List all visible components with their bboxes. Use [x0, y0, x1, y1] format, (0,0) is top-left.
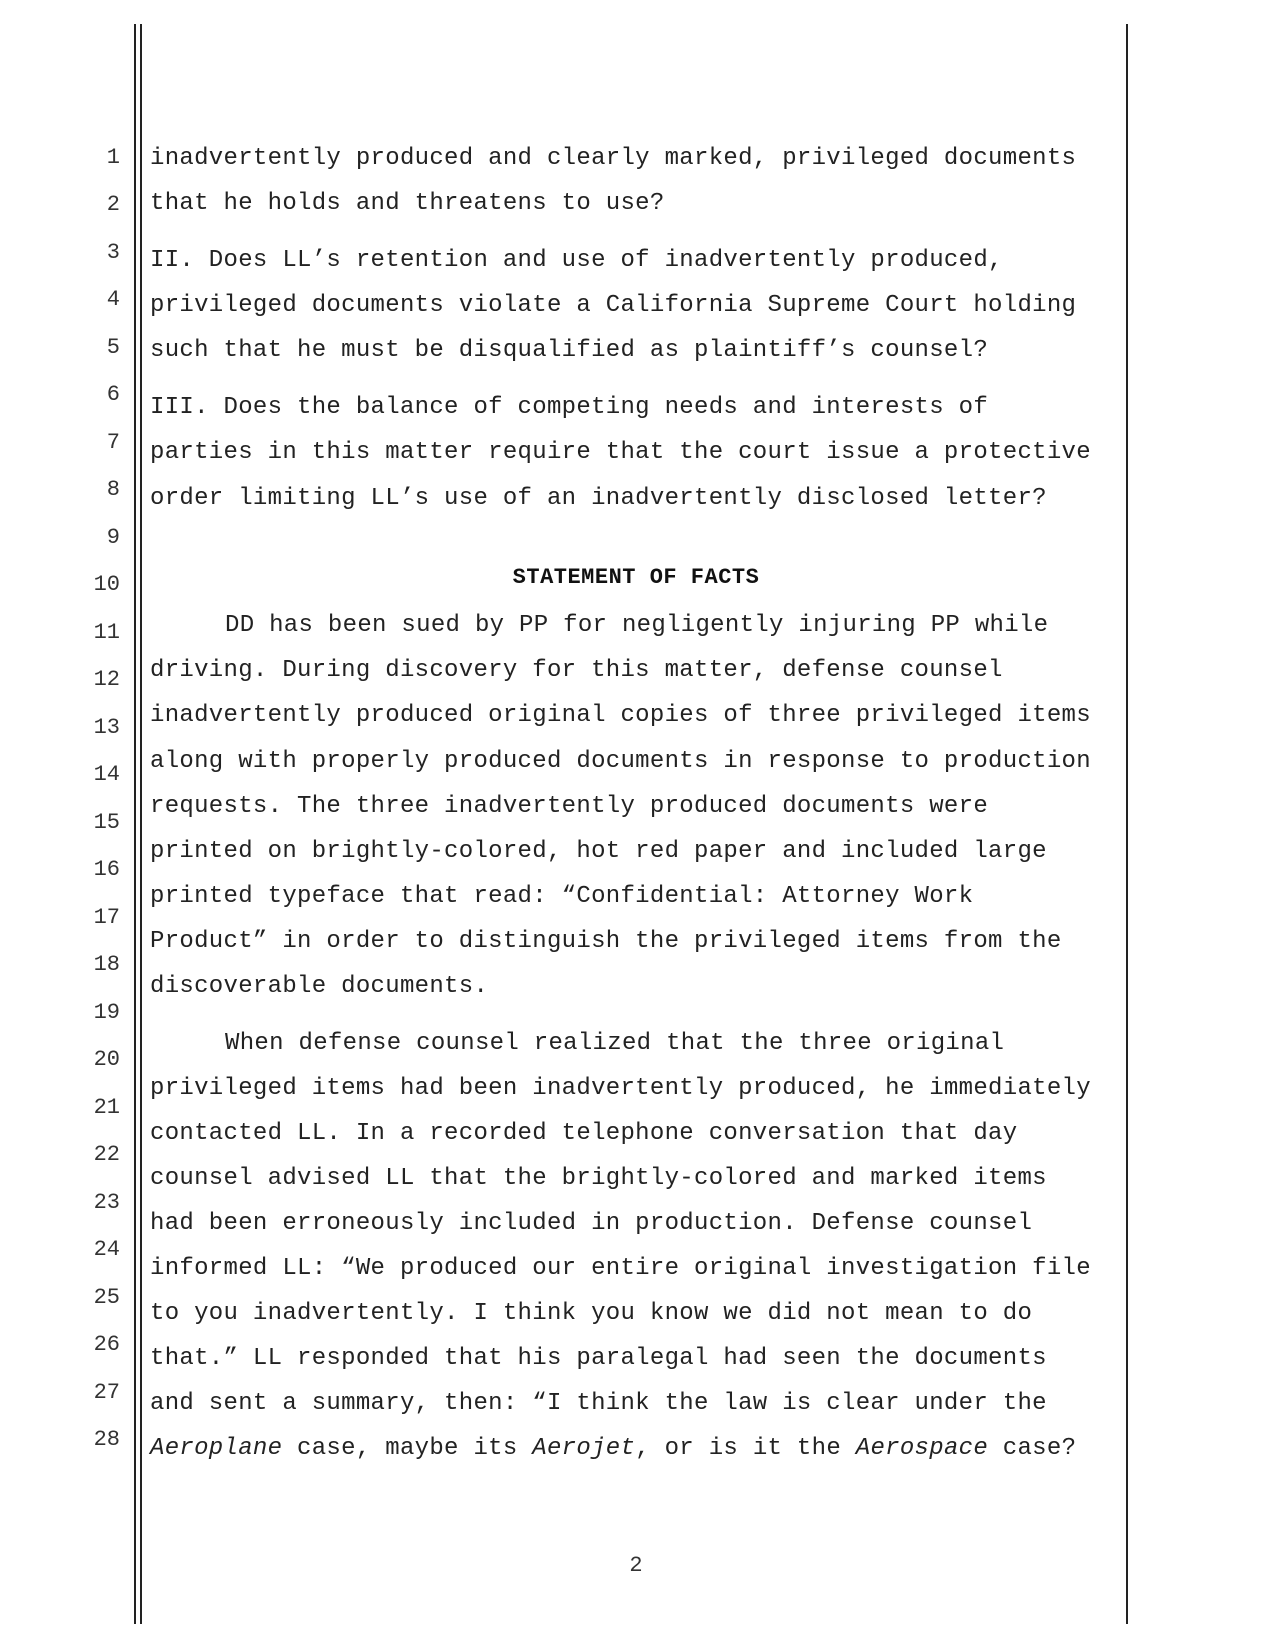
section-heading: STATEMENT OF FACTS [512, 565, 760, 590]
line-number: 12 [93, 667, 120, 692]
issue-three-line: III. Does the balance of competing needs and interests of [150, 394, 989, 421]
text-line: informed LL: “We produced our entire original investigation file [150, 1255, 1091, 1282]
line-number: 27 [93, 1380, 120, 1405]
text-line: such that he must be disqualified as plaintiff’s counsel? [150, 337, 989, 364]
issue-two-line: II. Does LL’s retention and use of inadvertently produced, [150, 247, 1003, 274]
line-number: 9 [106, 525, 120, 550]
text-line: to you inadvertently. I think you know we did not mean to do [150, 1300, 1033, 1327]
line-number: 17 [93, 905, 120, 930]
line-number: 14 [93, 762, 120, 787]
line-number: 28 [93, 1427, 120, 1452]
text-line: contacted LL. In a recorded telephone conversation that day [150, 1120, 1018, 1147]
line-number: 16 [93, 857, 120, 882]
line-number: 7 [106, 430, 120, 455]
text-line: inadvertently produced and clearly marked, privileged documents [150, 145, 1077, 172]
line-number: 2 [106, 192, 120, 217]
text-line: inadvertently produced original copies of three privileged items [150, 702, 1091, 729]
line-number: 21 [93, 1095, 120, 1120]
line-number: 1 [106, 145, 120, 170]
line-number: 25 [93, 1285, 120, 1310]
text-line: printed typeface that read: “Confidential: Attorney Work [150, 883, 974, 910]
line-number: 20 [93, 1047, 120, 1072]
text-line: printed on brightly-colored, hot red paper and included large [150, 838, 1047, 865]
line-number: 8 [106, 477, 120, 502]
text-fragment: case, maybe its [282, 1435, 533, 1462]
paragraph-first-line: DD has been sued by PP for negligently injuring PP while [225, 612, 1049, 639]
text-line: privileged documents violate a California Supreme Court holding [150, 292, 1077, 319]
right-margin-rule [1126, 24, 1128, 1624]
text-fragment: , or is it the [635, 1435, 856, 1462]
line-number: 23 [93, 1190, 120, 1215]
case-name: Aeroplane [150, 1435, 283, 1462]
line-number: 4 [106, 287, 120, 312]
line-number: 26 [93, 1332, 120, 1357]
text-line: requests. The three inadvertently produced documents were [150, 793, 989, 820]
line-number: 3 [106, 240, 120, 265]
line-number: 15 [93, 810, 120, 835]
line-number: 11 [93, 620, 120, 645]
text-line: and sent a summary, then: “I think the law is clear under the [150, 1390, 1047, 1417]
case-name: Aerospace [855, 1435, 989, 1462]
line-number: 10 [93, 572, 120, 597]
line-number: 5 [106, 335, 120, 360]
line-number: 18 [93, 952, 120, 977]
line-number: 24 [93, 1237, 120, 1262]
text-line: privileged items had been inadvertently produced, he immediately [150, 1075, 1091, 1102]
text-line: that he holds and threatens to use? [150, 190, 665, 217]
page-number: 2 [629, 1553, 643, 1578]
line-number: 6 [106, 382, 120, 407]
left-margin-rule-outer [134, 24, 136, 1624]
line-number: 22 [93, 1142, 120, 1167]
paragraph-first-line: When defense counsel realized that the three original [225, 1030, 1005, 1057]
text-line: along with properly produced documents in response to production [150, 748, 1091, 775]
text-line-with-case-names [150, 1437, 1076, 1461]
text-fragment: case? [988, 1435, 1077, 1462]
left-margin-rule-inner [140, 24, 142, 1624]
line-number: 13 [93, 715, 120, 740]
line-number: 19 [93, 1000, 120, 1025]
case-name: Aerojet [532, 1435, 636, 1462]
text-line: discoverable documents. [150, 973, 489, 1000]
text-line: order limiting LL’s use of an inadvertently disclosed letter? [150, 485, 1047, 512]
text-line: parties in this matter require that the court issue a protective [150, 439, 1091, 466]
text-line: counsel advised LL that the brightly-colored and marked items [150, 1165, 1047, 1192]
text-line: driving. During discovery for this matter, defense counsel [150, 657, 1003, 684]
text-line: Product” in order to distinguish the privileged items from the [150, 928, 1062, 955]
text-line: had been erroneously included in production. Defense counsel [150, 1210, 1033, 1237]
text-line: that.” LL responded that his paralegal had seen the documents [150, 1345, 1047, 1372]
